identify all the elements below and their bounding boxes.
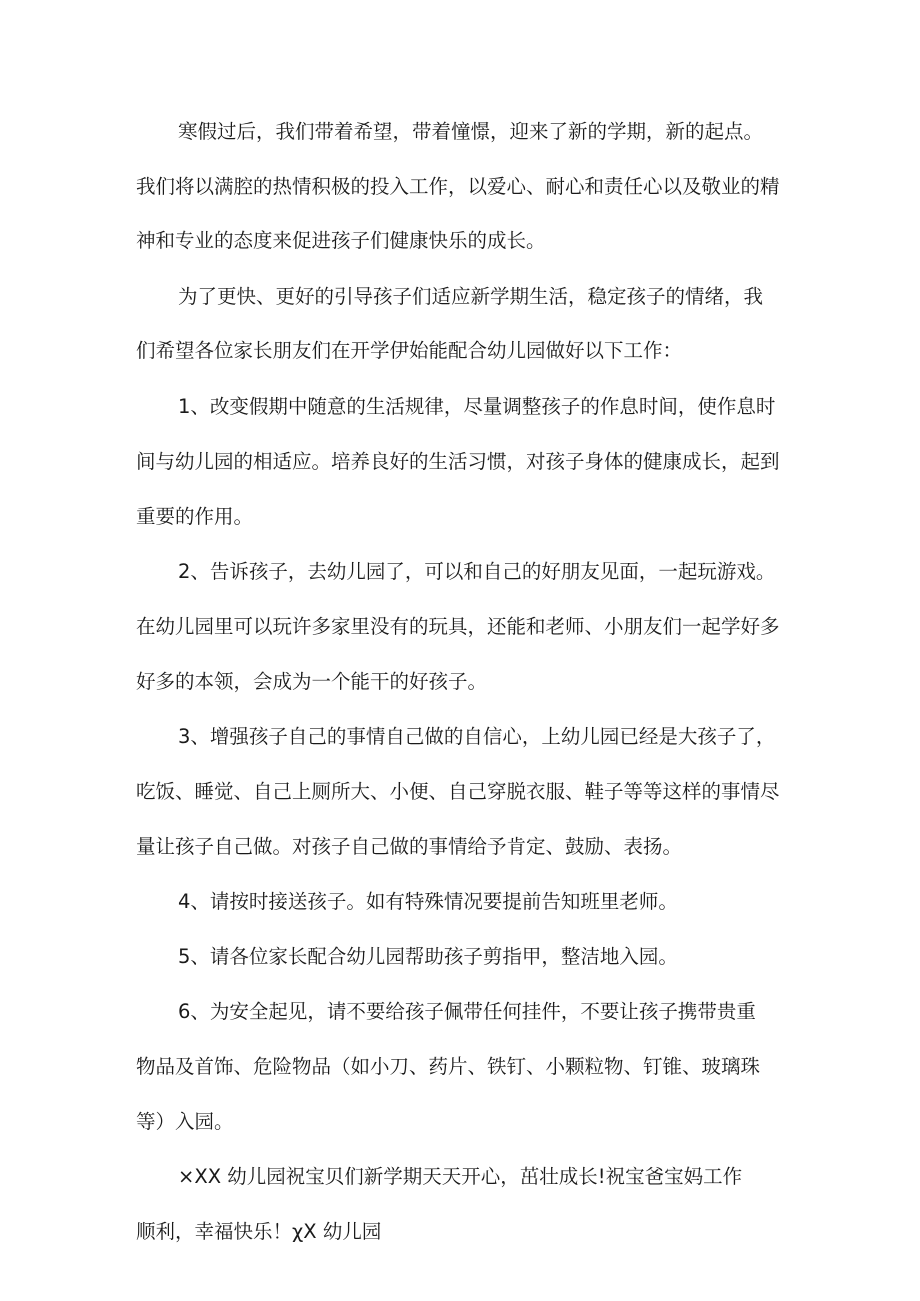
text-line: 2、告诉孩子，去幼儿园了，可以和自己的好朋友见面，一起玩游戏。 — [178, 560, 776, 583]
text-line: 4、请按时接送孩子。如有特殊情况要提前告知班里老师。 — [178, 890, 678, 913]
text-line: 为了更快、更好的引导孩子们适应新学期生活，稳定孩子的情绪，我 — [178, 285, 764, 308]
text-line: 重要的作用。 — [136, 505, 254, 528]
text-line: 等）入园。 — [136, 1110, 234, 1133]
text-line: 在幼儿园里可以玩许多家里没有的玩具，还能和老师、小朋友们一起学好多 — [136, 615, 780, 638]
text-line: 间与幼儿园的相适应。培养良好的生活习惯，对孩子身体的健康成长，起到 — [136, 450, 780, 473]
text-line: 神和专业的态度来促进孩子们健康快乐的成长。 — [136, 229, 546, 252]
text-line: 量让孩子自己做。对孩子自己做的事情给予肯定、鼓励、表扬。 — [136, 835, 683, 858]
text-line: 顺利，幸福快乐！χX 幼儿园 — [136, 1220, 382, 1243]
text-line: 好多的本领，会成为一个能干的好孩子。 — [136, 670, 488, 693]
text-line: 6、为安全起见，请不要给孩子佩带任何挂件，不要让孩子携带贵重 — [178, 1000, 756, 1023]
text-line: 寒假过后，我们带着希望，带着憧憬，迎来了新的学期，新的起点。 — [178, 120, 764, 143]
text-line: 吃饭、睡觉、自己上厕所大、小便、自己穿脱衣服、鞋子等等这样的事情尽 — [136, 780, 780, 803]
text-line: 们希望各位家长朋友们在开学伊始能配合幼儿园做好以下工作： — [136, 339, 683, 362]
text-line: 5、请各位家长配合幼儿园帮助孩子剪指甲，整洁地入园。 — [178, 945, 678, 968]
text-line: 3、增强孩子自己的事情自己做的自信心，上幼儿园已经是大孩子了， — [178, 725, 776, 748]
text-line: ×ⅩX 幼儿园祝宝贝们新学期天天开心，茁壮成长!祝宝爸宝妈工作 — [178, 1165, 743, 1188]
text-line: 物品及首饰、危险物品（如小刀、药片、铁钉、小颗粒物、钉锥、玻璃珠 — [136, 1055, 761, 1078]
text-line: 我们将以满腔的热情积极的投入工作，以爱心、耐心和责任心以及敬业的精 — [136, 175, 780, 198]
text-line: 1、改变假期中随意的生活规律，尽量调整孩子的作息时间，使作息时 — [178, 395, 776, 418]
